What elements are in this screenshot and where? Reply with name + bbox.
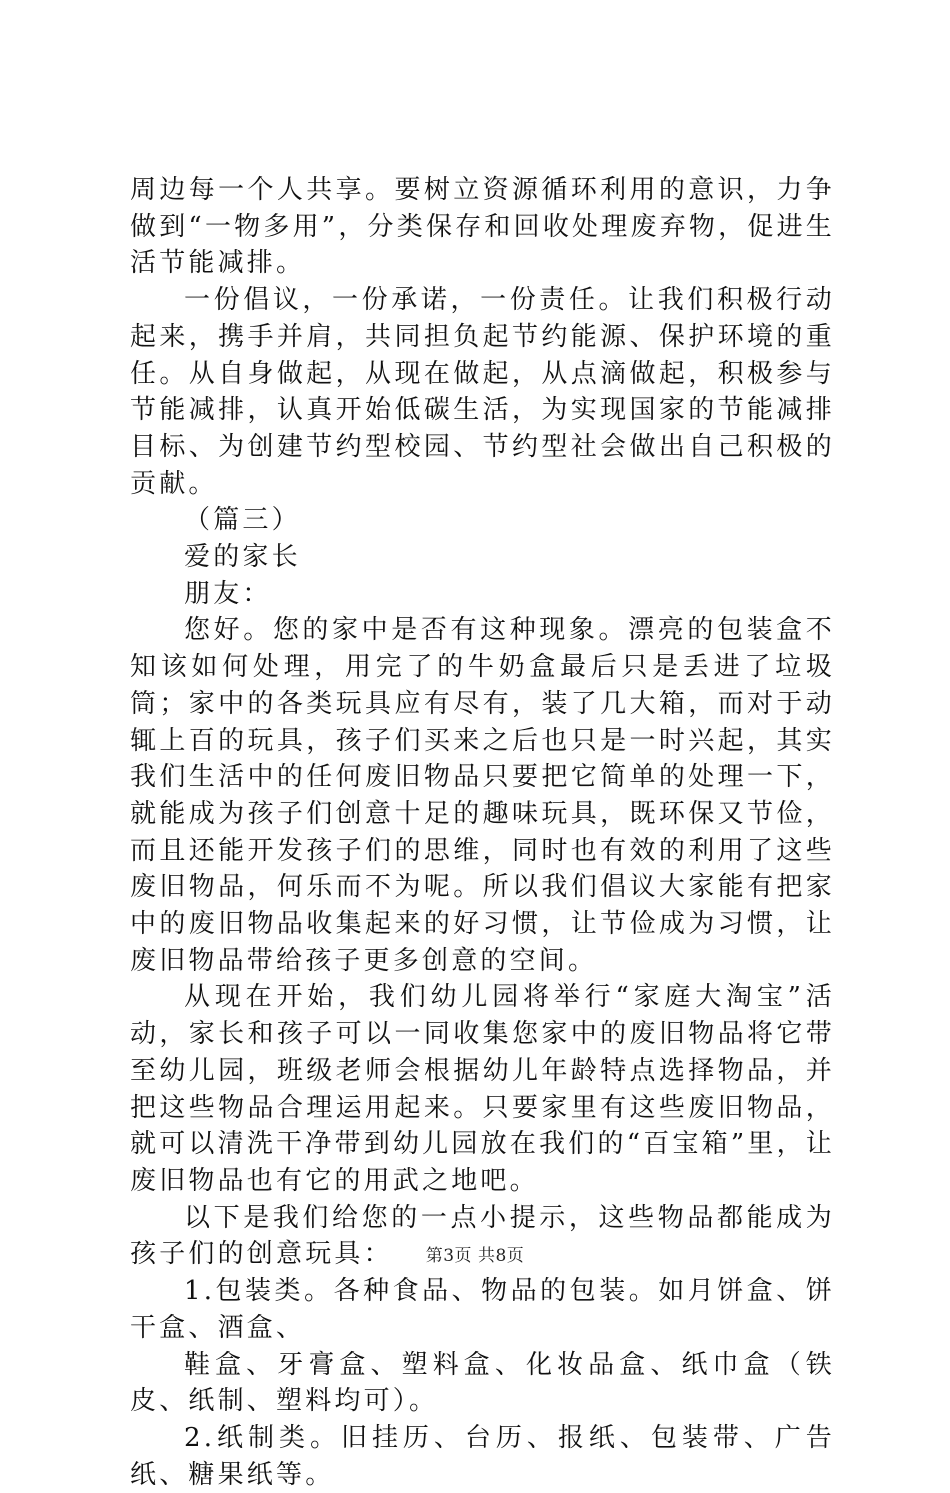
list-item: 鞋盒、牙膏盒、塑料盒、化妆品盒、纸巾盒（铁皮、纸制、塑料均可）。 <box>130 1349 835 1417</box>
salutation-line: 爱的家长 <box>184 542 301 573</box>
salutation-line: 朋友： <box>184 578 272 609</box>
paragraph: 一份倡议，一份承诺，一份责任。让我们积极行动起来，携手并肩，共同担负起节约能源、保护环境的重任。从自身做起，从现在做起，从点滴做起，积极参与节能减排，认真开始低碳生活，为实现国家的节能减排目标、为创建节约型校园、节约型社会做出自己积极的贡献。 <box>130 285 835 499</box>
paragraph: 周边每一个人共享。要树立资源循环利用的意识，力争做到“一物多用”，分类保存和回收处理废弃物，促进生活节能减排。 <box>130 175 835 279</box>
paragraph: 以下是我们给您的一点小提示，这些物品都能成为孩子们的创意玩具： <box>130 1202 835 1270</box>
page-number-footer: 第3页 共8页 <box>425 1246 525 1266</box>
paragraph: 您好。您的家中是否有这种现象。漂亮的包装盒不知该如何处理，用完了的牛奶盒最后只是丢进了垃圾筒；家中的各类玩具应有尽有，装了几大箱，而对于动辄上百的玩具，孩子们买来之后也只是一时兴起，其实我们生活中的任何废旧物品只要把它简单的处理一下，就能成为孩子们创意十足的趣味玩具，既环保又节俭，而且还能开发孩子们的思维，同时也有效的利用了这些废旧物品，何乐而不为呢。所以我们倡议大家能有把家中的废旧物品收集起来的好习惯，让节俭成为习惯，让废旧物品带给孩子更多创意的空间。 <box>130 615 835 976</box>
paragraph: 从现在开始，我们幼儿园将举行“家庭大淘宝”活动，家长和孩子可以一同收集您家中的废旧物品将它带至幼儿园，班级老师会根据幼儿年龄特点选择物品，并把这些物品合理运用起来。只要家里有这些废旧物品，就可以清洗干净带到幼儿园放在我们的“百宝箱”里，让废旧物品也有它的用武之地吧。 <box>130 982 835 1196</box>
document-body <box>130 172 835 1493</box>
section-heading: （篇三） <box>184 505 301 536</box>
list-item: 1.包装类。各种食品、物品的包装。如月饼盒、饼干盒、酒盒、 <box>130 1276 835 1343</box>
list-item: 2.纸制类。旧挂历、台历、报纸、包装带、广告纸、糖果纸等。 <box>130 1422 835 1490</box>
